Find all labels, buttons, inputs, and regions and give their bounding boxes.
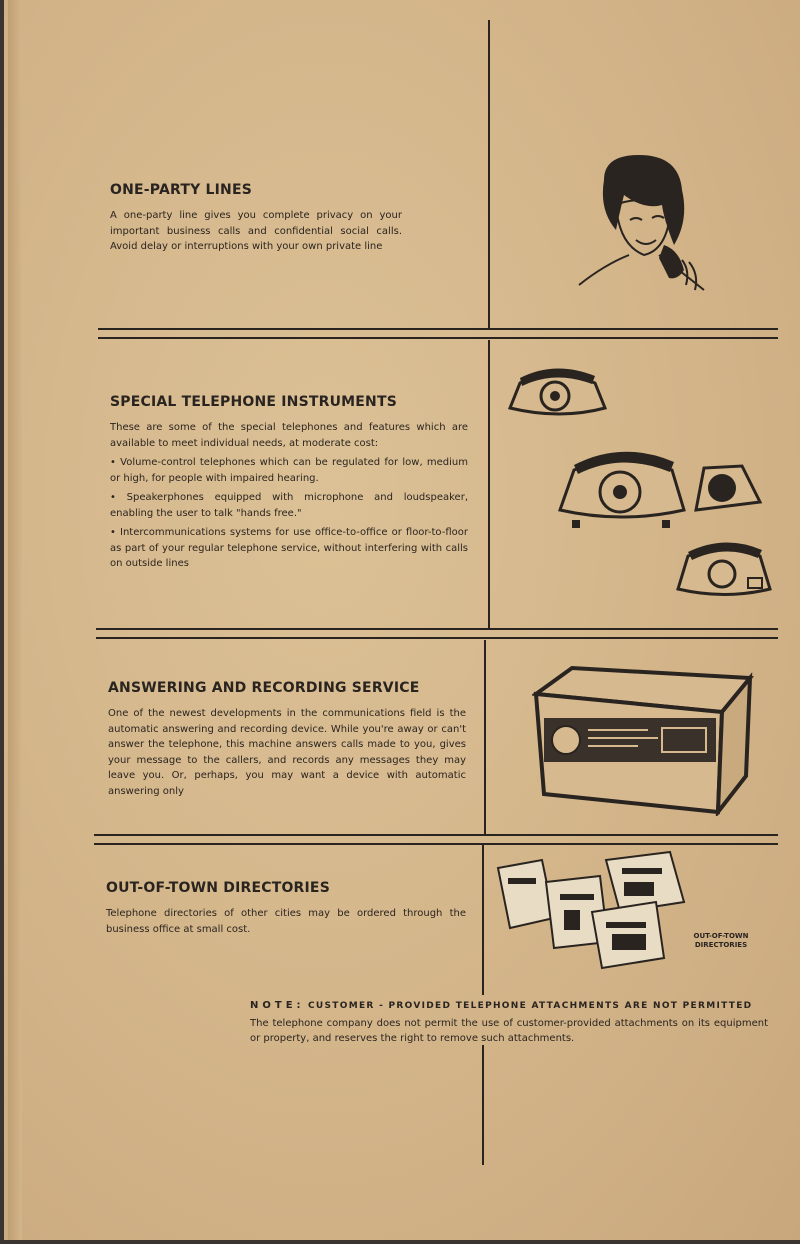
document-page — [4, 0, 800, 1240]
telephone-icon — [500, 358, 612, 438]
section-title: SPECIAL TELEPHONE INSTRUMENTS — [110, 394, 398, 410]
section-special-telephone-instruments — [110, 394, 468, 572]
section-divider — [94, 834, 778, 845]
note-title: CUSTOMER - PROVIDED TELEPHONE ATTACHMENTS ARE NOT PERMITTED — [308, 1001, 753, 1011]
section-title: OUT-OF-TOWN DIRECTORIES — [106, 880, 330, 896]
section-divider — [96, 628, 778, 639]
list-item: • Volume-control telephones which can be regulated for low, medium or high, for people with impaired hearing. — [110, 457, 468, 484]
speakerphone-icon — [692, 462, 764, 514]
illustration-caption: OUT-OF-TOWN DIRECTORIES — [693, 932, 749, 949]
telephone-icon — [552, 440, 690, 540]
section-answering-and-recording-service — [108, 680, 466, 799]
woman-on-phone-illustration — [564, 150, 724, 300]
page-edge — [8, 0, 22, 1240]
section-out-of-town-directories — [106, 880, 466, 937]
vertical-divider — [482, 845, 484, 995]
section-body: A one-party line gives you complete privacy on your important business calls and confidential social calls. Avoid delay or interruptions with your own private line — [110, 210, 402, 252]
directory-books-icon — [494, 848, 690, 974]
vertical-divider — [482, 1045, 484, 1165]
note-body: The telephone company does not permit the use of customer-provided attachments on its equipment or property, and reserves the right to remove such attachments. — [250, 1018, 768, 1044]
note-prefix: NOTE: — [250, 1000, 305, 1011]
list-item: • Intercommunications systems for use office-to-office or floor-to-floor as part of your regular telephone service, without interfering with calls on outside lines — [110, 527, 468, 569]
answering-machine-icon — [532, 664, 754, 816]
note-heading — [250, 1000, 752, 1011]
section-one-party-lines — [110, 182, 402, 255]
telephone-icon — [670, 534, 774, 610]
list-item: • Speakerphones equipped with microphone and loudspeaker, enabling the user to talk "hands free." — [110, 492, 468, 519]
section-title: ONE-PARTY LINES — [110, 182, 253, 198]
section-body: These are some of the special telephones and features which are available to meet individual needs, at moderate cost: — [110, 422, 468, 449]
vertical-divider — [488, 20, 490, 330]
section-body: Telephone directories of other cities may be ordered through the business office at small cost. — [106, 908, 466, 935]
section-divider — [98, 328, 778, 339]
section-title: ANSWERING AND RECORDING SERVICE — [108, 680, 420, 696]
section-body: One of the newest developments in the communications field is the automatic answering and recording device. While you're away or can't answer the telephone, this machine answers calls made to you, gives your message to the callers, and records any messages they may leave you. Or, perhaps, you may want a device with automatic answering only — [108, 708, 466, 797]
vertical-divider — [484, 640, 486, 835]
vertical-divider — [488, 340, 490, 630]
